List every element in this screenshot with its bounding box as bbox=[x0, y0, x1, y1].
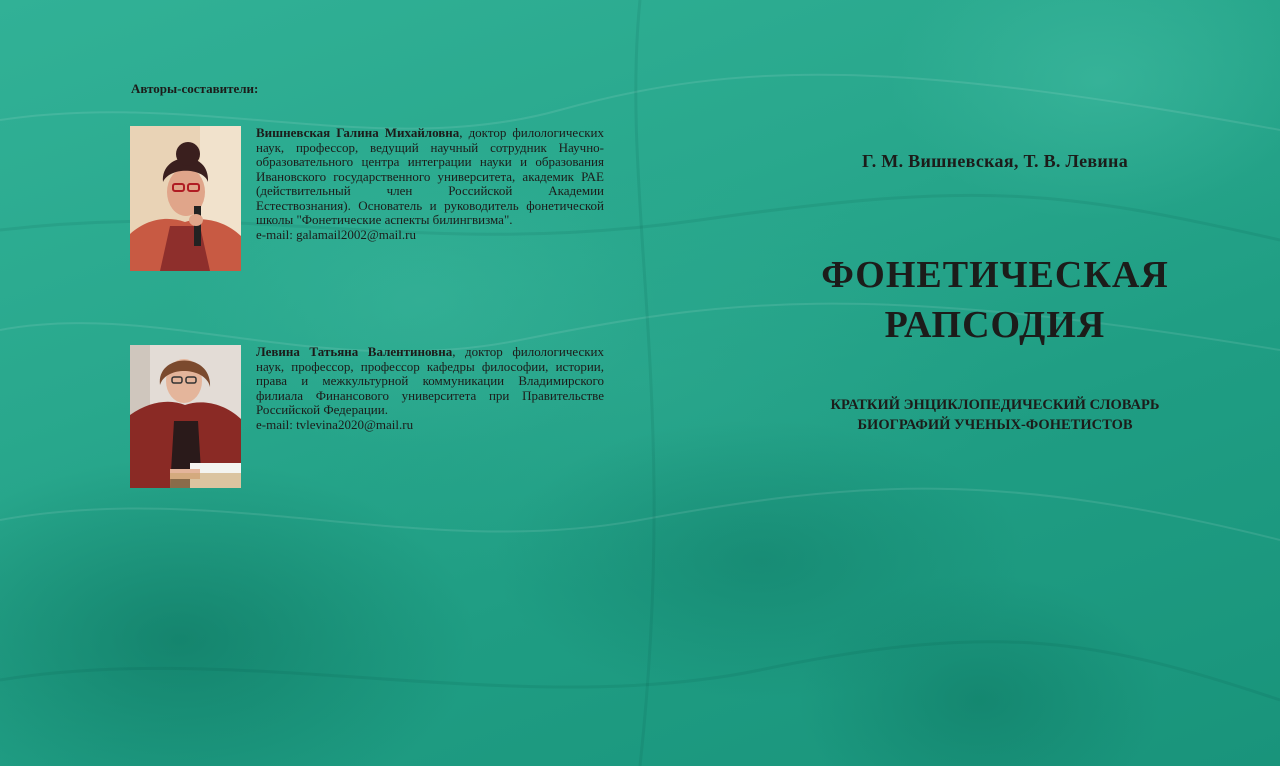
author-bio: , доктор филологических наук, профессор, профессор кафедры философии, истории, права и межкультурной коммуникации Владимирского филиала Финансового университета при Правительстве Российской Федерации. bbox=[256, 344, 605, 417]
book-subtitle bbox=[780, 395, 1210, 435]
book-title-line: ФОНЕТИЧЕСКАЯ bbox=[821, 254, 1169, 296]
author-bio: , доктор филологических наук, профессор, ведущий научный сотрудник Научно-образовательного центра интеграции науки и образования Ивановского государственного университета, академик РАЕ (действительный член Российской Академии Естествознания). Основатель и руководитель фонетической школы "Фонетические аспекты билингвизма". bbox=[256, 125, 605, 227]
author-name: Левина Татьяна Валентиновна bbox=[256, 344, 453, 359]
book-title-line: РАПСОДИЯ bbox=[884, 304, 1106, 346]
author-photo bbox=[130, 126, 241, 271]
author-name: Вишневская Галина Михайловна bbox=[256, 125, 460, 140]
book-subtitle-line: БИОГРАФИЙ УЧЕНЫХ-ФОНЕТИСТОВ bbox=[857, 417, 1133, 433]
book-subtitle-line: КРАТКИЙ ЭНЦИКЛОПЕДИЧЕСКИЙ СЛОВАРЬ bbox=[830, 397, 1160, 413]
author-email: e-mail: tvlevina2020@mail.ru bbox=[256, 416, 414, 432]
authors-heading: Авторы-составители: bbox=[131, 81, 259, 96]
book-title bbox=[780, 250, 1210, 350]
author-photo bbox=[130, 345, 241, 490]
cover-authors: Г. М. Вишневская, Т. В. Левина bbox=[861, 151, 1129, 171]
author-email: e-mail: galamail2002@mail.ru bbox=[256, 226, 416, 242]
